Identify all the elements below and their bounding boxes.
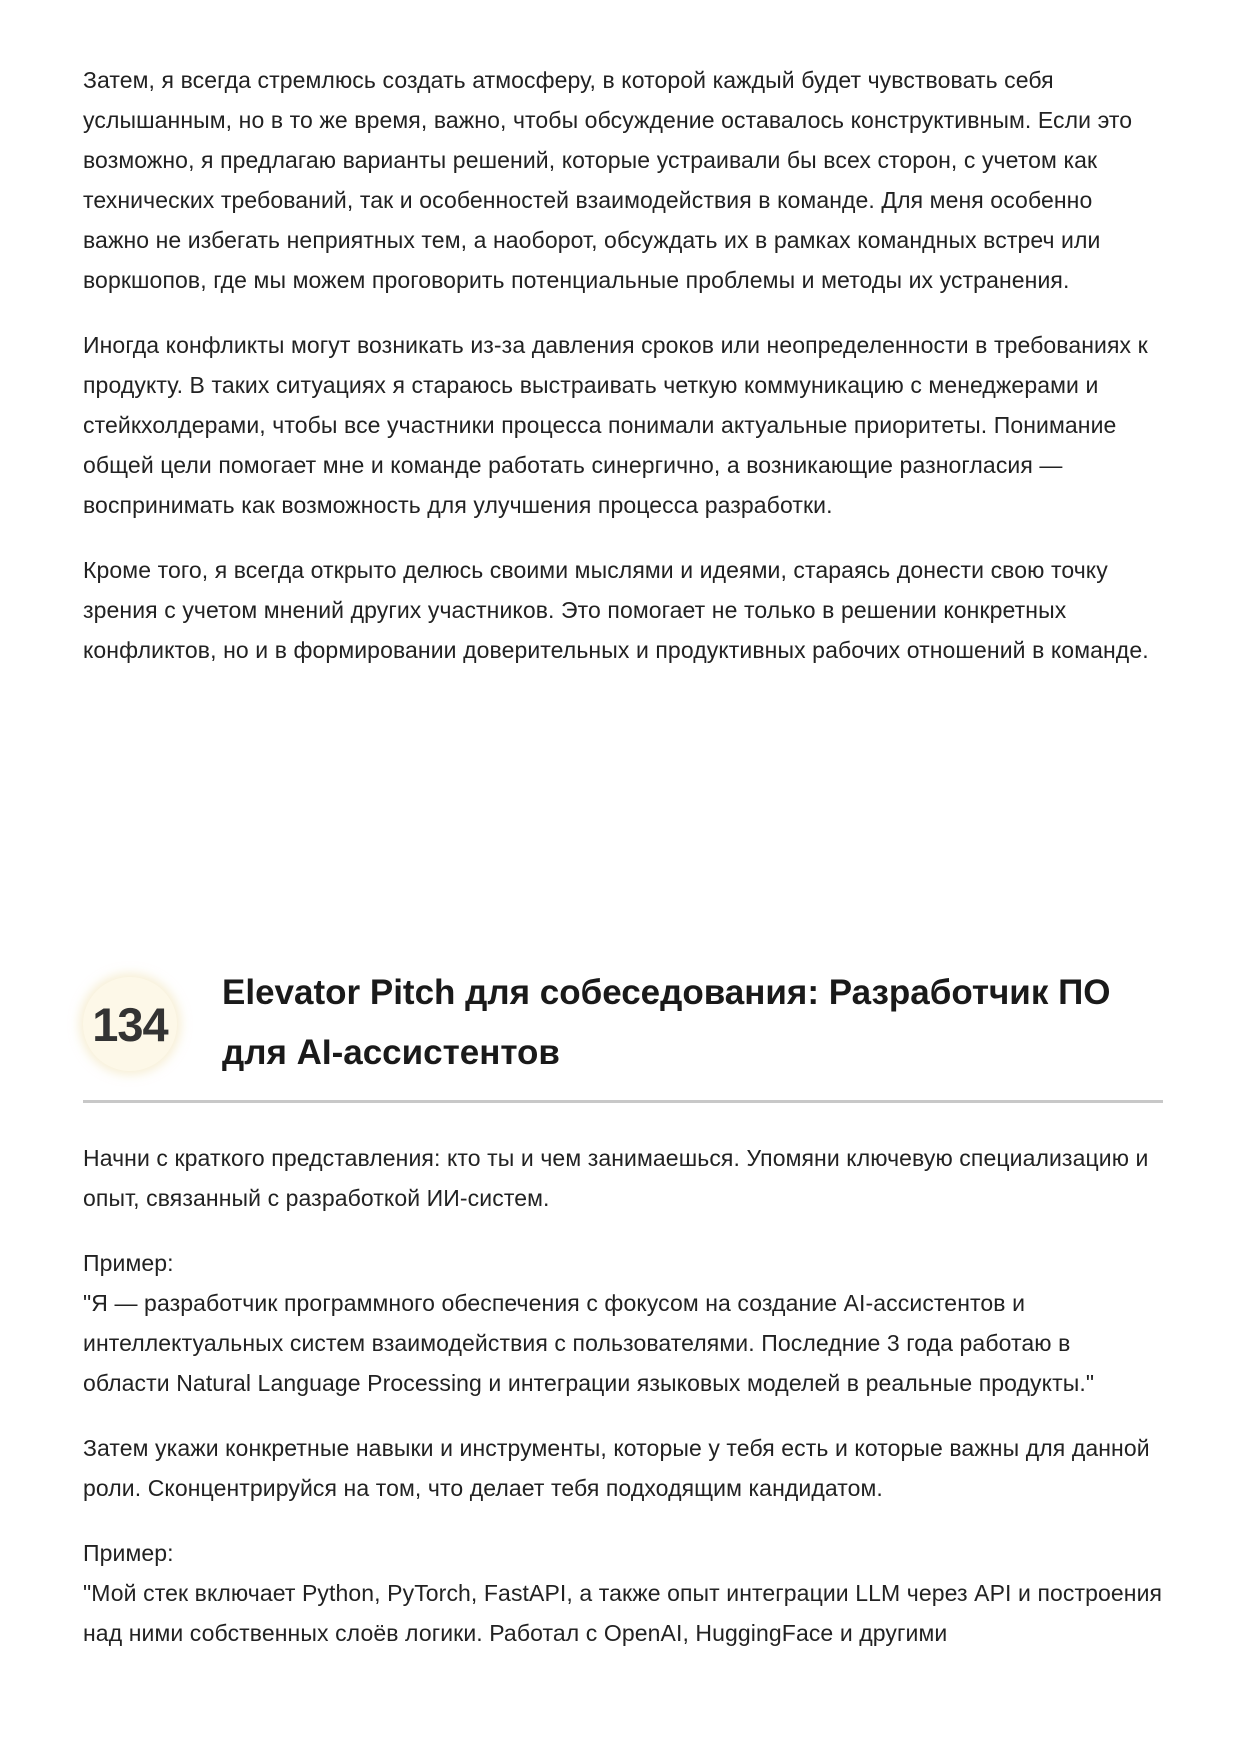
- section-title: Elevator Pitch для собеседования: Разработчик ПО для AI-ассистентов: [222, 973, 1111, 1072]
- paragraph-example-2: [83, 1533, 1163, 1653]
- example-label: Пример:: [83, 1250, 174, 1276]
- example-label: Пример:: [83, 1540, 174, 1566]
- section-number: 134: [92, 998, 168, 1051]
- paragraph-skills: Затем укажи конкретные навыки и инструменты, которые у тебя есть и которые важны для данной роли. Сконцентрируйся на том, что делает тебя подходящим кандидатом.: [83, 1435, 1150, 1501]
- paragraph-conflict-atmosphere: Затем, я всегда стремлюсь создать атмосферу, в которой каждый будет чувствовать себя услышанным, но в то же время, важно, чтобы обсуждение оставалось конструктивным. Если это возможно, я предлагаю варианты решений, которые устраивали бы всех сторон, с учетом как технических требований, так и особенностей взаимодействия в команде. Для меня особенно важно не избегать неприятных тем, а наоборот, обсуждать их в рамках командных встреч или воркшопов, где мы можем проговорить потенциальные проблемы и методы их устранения.: [83, 67, 1133, 293]
- paragraph-conflict-deadlines: Иногда конфликты могут возникать из-за давления сроков или неопределенности в требованиях к продукту. В таких ситуациях я стараюсь выстраивать четкую коммуникацию с менеджерами и стейкхолдерами, чтобы все участники процесса понимали актуальные приоритеты. Понимание общей цели помогает мне и команде работать синергично, а возникающие разногласия — воспринимать как возможность для улучшения процесса разработки.: [83, 332, 1148, 518]
- paragraph-example-1: [83, 1243, 1163, 1403]
- paragraph-intro: Начни с краткого представления: кто ты и чем занимаешься. Упомяни ключевую специализацию и опыт, связанный с разработкой ИИ-систем.: [83, 1145, 1149, 1211]
- example-quote: "Я — разработчик программного обеспечения с фокусом на создание AI-ассистентов и интеллектуальных систем взаимодействия с пользователями. Последние 3 года работаю в области Natural Language Processing и интеграции языковых моделей в реальные продукты.": [83, 1290, 1095, 1396]
- paragraph-open-sharing: Кроме того, я всегда открыто делюсь своими мыслями и идеями, стараясь донести свою точку зрения с учетом мнений других участников. Это помогает не только в решении конкретных конфликтов, но и в формировании доверительных и продуктивных рабочих отношений в команде.: [83, 557, 1149, 663]
- section-header: [83, 963, 1163, 1103]
- top-text-block: [83, 60, 1163, 695]
- example-quote: "Мой стек включает Python, PyTorch, FastAPI, а также опыт интеграции LLM через API и построения над ними собственных слоёв логики. Работал с OpenAI, HuggingFace и другими: [83, 1580, 1163, 1646]
- section-body: [83, 1138, 1163, 1678]
